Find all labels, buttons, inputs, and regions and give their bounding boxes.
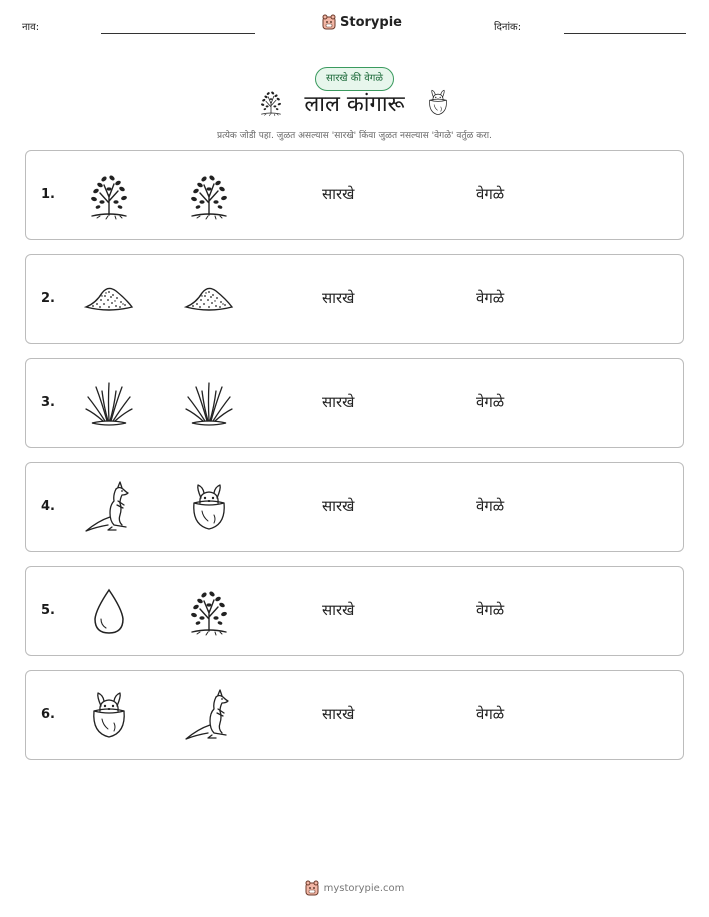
different-option[interactable]: वेगळे — [476, 185, 505, 203]
same-option[interactable]: सारखे — [322, 185, 355, 203]
title-row — [0, 88, 709, 118]
question-row — [25, 358, 684, 448]
bear-mascot-icon — [322, 14, 336, 30]
joey-in-pouch-icon — [82, 689, 136, 743]
question-number: 3. — [41, 395, 55, 410]
footer — [0, 880, 709, 896]
name-label: नाव: — [22, 22, 40, 33]
different-option[interactable]: वेगळे — [476, 289, 505, 307]
kangaroo-icon — [82, 481, 136, 535]
sand-mound-icon — [82, 273, 136, 327]
question-number: 1. — [41, 187, 55, 202]
storypie-logo — [322, 14, 402, 30]
question-row — [25, 670, 684, 760]
tree-icon — [82, 169, 136, 223]
different-option[interactable]: वेगळे — [476, 705, 505, 723]
sand-mound-icon — [182, 273, 236, 327]
question-number: 5. — [41, 603, 55, 618]
date-field-line[interactable] — [564, 33, 686, 34]
joey-in-pouch-icon — [423, 88, 453, 118]
tree-icon — [182, 169, 236, 223]
different-option[interactable]: वेगळे — [476, 393, 505, 411]
same-option[interactable]: सारखे — [322, 497, 355, 515]
instructions: प्रत्येक जोडी पहा. जुळत असल्यास 'सारखे' किंवा जुळत नसल्यास 'वेगळे' वर्तुळ करा. — [216, 131, 492, 141]
question-number: 4. — [41, 499, 55, 514]
category-badge: सारखे की वेगळे — [315, 67, 394, 91]
kangaroo-icon — [182, 689, 236, 743]
tree-icon — [256, 88, 286, 118]
question-number: 2. — [41, 291, 55, 306]
date-label: दिनांक: — [494, 22, 522, 33]
tree-icon — [182, 585, 236, 639]
question-row — [25, 462, 684, 552]
different-option[interactable]: वेगळे — [476, 601, 505, 619]
grass-icon — [82, 377, 136, 431]
same-option[interactable]: सारखे — [322, 393, 355, 411]
joey-in-pouch-icon — [182, 481, 236, 535]
water-drop-icon — [82, 585, 136, 639]
worksheet-header — [0, 14, 709, 38]
same-option[interactable]: सारखे — [322, 705, 355, 723]
different-option[interactable]: वेगळे — [476, 497, 505, 515]
bear-mascot-icon — [305, 880, 319, 896]
question-row — [25, 150, 684, 240]
logo-text: Storypie — [340, 14, 402, 30]
page-title: लाल कांगारू — [304, 92, 405, 117]
name-field-line[interactable] — [101, 33, 255, 34]
question-number: 6. — [41, 707, 55, 722]
grass-icon — [182, 377, 236, 431]
footer-site: mystorypie.com — [323, 882, 405, 894]
question-row — [25, 254, 684, 344]
same-option[interactable]: सारखे — [322, 601, 355, 619]
same-option[interactable]: सारखे — [322, 289, 355, 307]
question-row — [25, 566, 684, 656]
